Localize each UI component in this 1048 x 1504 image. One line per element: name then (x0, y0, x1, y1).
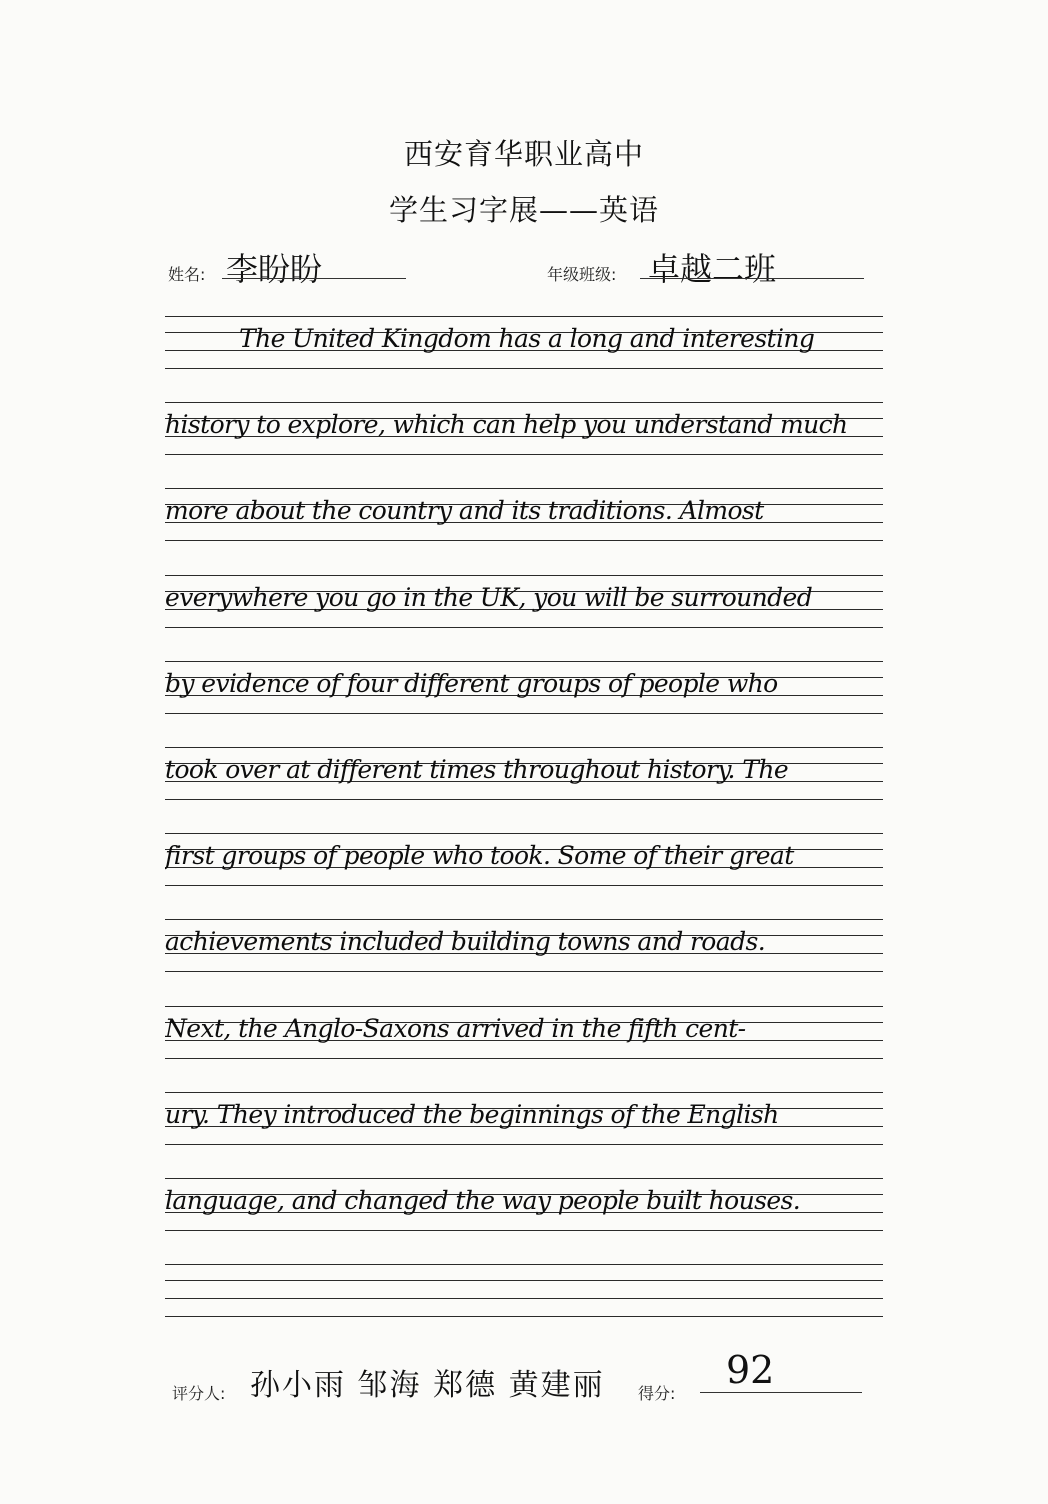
writing-row (165, 1006, 883, 1058)
ruled-line (165, 971, 883, 972)
ruled-line (165, 1298, 883, 1299)
ruled-line (165, 919, 883, 920)
ruled-line (165, 1230, 883, 1231)
ruled-line (165, 1006, 883, 1007)
handwritten-line: ury. They introduced the beginnings of the English (165, 1099, 779, 1129)
writing-area (165, 316, 883, 1336)
ruled-line (165, 1316, 883, 1317)
handwritten-line: history to explore, which can help you understand much (165, 410, 848, 440)
graders-signatures: 孙小雨 邹海 郑德 黄建丽 (250, 1368, 605, 1403)
writing-row (165, 488, 883, 540)
writing-row (165, 575, 883, 627)
ruled-line (165, 575, 883, 576)
ruled-line (165, 454, 883, 455)
handwritten-line: took over at different times throughout history. The (165, 755, 789, 784)
ruled-line (165, 368, 883, 369)
school-name: 西安育华职业高中 (403, 137, 644, 171)
writing-row (165, 1092, 883, 1144)
name-label: 姓名: (168, 265, 206, 284)
ruled-line (165, 747, 883, 748)
writing-row (165, 747, 883, 799)
exhibition-title: 学生习字展——英语 (388, 193, 659, 227)
ruled-line (165, 713, 883, 714)
ruled-line (165, 1264, 883, 1265)
ruled-line (165, 402, 883, 403)
score-underline (700, 1392, 862, 1393)
ruled-line (165, 885, 883, 886)
name-underline (222, 278, 406, 279)
ruled-line (165, 1092, 883, 1093)
handwritten-line: everywhere you go in the UK, you will be surrounded (165, 582, 813, 612)
ruled-line (165, 316, 883, 317)
handwritten-line: more about the country and its traditions. Almost (165, 496, 764, 526)
ruled-line (165, 833, 883, 834)
writing-row (165, 833, 883, 885)
ruled-line (165, 1178, 883, 1179)
writing-row (165, 1264, 883, 1316)
score-value: 92 (726, 1348, 775, 1392)
handwritten-line: by evidence of four different groups of people who (165, 668, 778, 698)
ruled-line (165, 1280, 883, 1281)
ruled-line (165, 488, 883, 489)
handwritten-line: Next, the Anglo-Saxons arrived in the fifth cent- (165, 1013, 746, 1043)
ruled-line (165, 627, 883, 628)
handwritten-line: language, and changed the way people built houses. (165, 1186, 801, 1215)
class-underline (640, 278, 864, 279)
writing-row (165, 402, 883, 454)
writing-row (165, 661, 883, 713)
class-name: 卓越二班 (648, 250, 777, 288)
ruled-line (165, 661, 883, 662)
student-name: 李盼盼 (226, 250, 323, 288)
ruled-line (165, 1144, 883, 1145)
score-label: 得分: (638, 1384, 676, 1403)
ruled-line (165, 540, 883, 541)
graders-label: 评分人: (172, 1384, 226, 1403)
ruled-line (165, 1058, 883, 1059)
writing-row (165, 1178, 883, 1230)
handwritten-line: The United Kingdom has a long and interesting (239, 324, 815, 353)
handwritten-line: achievements included building towns and roads. (165, 927, 766, 957)
class-label: 年级班级: (547, 265, 617, 284)
ruled-line (165, 799, 883, 800)
writing-row (165, 316, 883, 368)
writing-row (165, 919, 883, 971)
handwritten-line: first groups of people who took. Some of their great (165, 841, 794, 871)
